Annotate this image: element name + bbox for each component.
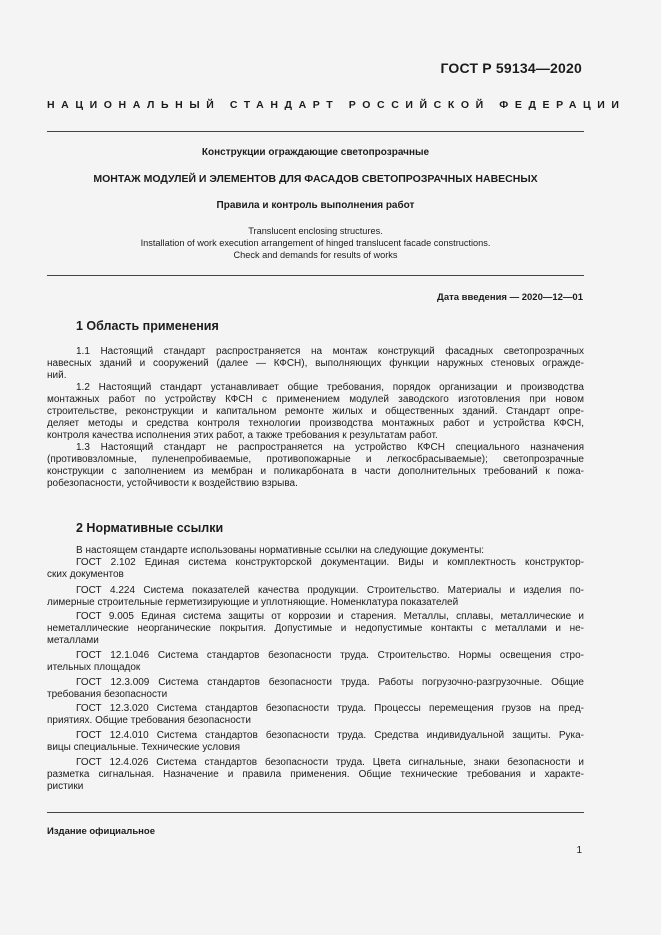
title-line-1: Конструкции ограждающие светопрозрачные bbox=[201, 147, 430, 158]
english-title-line: Check and demands for results of works bbox=[233, 250, 398, 260]
reference-line: ГОСТ 12.4.010 Система стандартов безопасности труда. Средства индивидуальной защиты. Рука- bbox=[76, 730, 584, 741]
text-line: ний. bbox=[47, 370, 67, 381]
title-line-3: Правила и контроль выполнения работ bbox=[216, 200, 415, 211]
reference-line: металлами bbox=[47, 635, 99, 646]
reference-line: ГОСТ 12.4.026 Система стандартов безопасности труда. Цвета сигнальные, знаки безопасности и bbox=[76, 757, 584, 768]
text-line: деляет методы и средства контроля технологии производства монтажных работ и устройства КФСН, bbox=[47, 418, 584, 429]
reference-line: разметка сигнальная. Назначение и правила применения. Общие технические требования и характе- bbox=[47, 769, 584, 780]
text-line: В настоящем стандарте использованы нормативные ссылки на следующие документы: bbox=[76, 545, 485, 556]
text-line: строительстве, реконструкции и капитальном ремонте жилых и общественных зданий. Стандарт опре- bbox=[47, 406, 584, 417]
text-line: 1.2 Настоящий стандарт устанавливает общие требования, порядок организации и производства bbox=[76, 382, 584, 393]
reference-line: ГОСТ 2.102 Единая система конструкторской документации. Виды и комплектность конструктор- bbox=[76, 557, 584, 568]
english-title-line: Translucent enclosing structures. bbox=[248, 226, 383, 236]
page-number: 1 bbox=[576, 845, 582, 856]
title-line-2: МОНТАЖ МОДУЛЕЙ И ЭЛЕМЕНТОВ ДЛЯ ФАСАДОВ СВЕТОПРОЗРАЧНЫХ НАВЕСНЫХ bbox=[93, 173, 538, 185]
reference-line: ристики bbox=[47, 781, 84, 792]
text-line: навесных зданий и сооружений (далее — КФСН), выполняющих функции наружных стеновых огражде- bbox=[47, 358, 584, 369]
text-line: монтажных работ по устройству КФСН с применением модулей заводского изготовления при новом bbox=[47, 394, 584, 405]
reference-line: требования безопасности bbox=[47, 689, 168, 700]
title-divider bbox=[47, 275, 584, 276]
reference-line: неметаллические неорганические покрытия. Допустимые и недопустимые контакты с металлами и не- bbox=[47, 623, 584, 634]
reference-line: ГОСТ 12.3.020 Система стандартов безопасности труда. Процессы перемещения грузов на пред- bbox=[76, 703, 584, 714]
text-line: конструкции с заполнением из мембран и поликарбоната в части дополнительных требований к пожа- bbox=[47, 466, 584, 477]
text-line: 1.1 Настоящий стандарт распространяется на монтаж конструкций фасадных светопрозрачных bbox=[76, 346, 584, 357]
english-title-line: Installation of work execution arrangement of hinged translucent facade constructions. bbox=[140, 238, 491, 248]
section-2-heading: 2 Нормативные ссылки bbox=[76, 521, 224, 535]
section-1-heading: 1 Область применения bbox=[76, 319, 219, 333]
reference-line: приятиях. Общие требования безопасности bbox=[47, 715, 251, 726]
reference-line: ских документов bbox=[47, 569, 124, 580]
official-edition-note: Издание официальное bbox=[47, 826, 155, 837]
reference-line: вицы специальные. Технические условия bbox=[47, 742, 241, 753]
reference-line: ГОСТ 12.1.046 Система стандартов безопасности труда. Строительство. Нормы освещения стро- bbox=[76, 650, 584, 661]
document-number: ГОСТ Р 59134—2020 bbox=[440, 60, 582, 76]
header-divider bbox=[47, 131, 584, 132]
text-line: (противовзломные, пуленепробиваемые, противопожарные и легкосбрасываемые); светопрозрачные bbox=[47, 454, 584, 465]
footer-divider bbox=[47, 812, 584, 813]
reference-line: ГОСТ 4.224 Система показателей качества продукции. Строительство. Материалы и изделия по- bbox=[76, 585, 584, 596]
introduction-date: Дата введения — 2020—12—01 bbox=[437, 292, 583, 303]
text-line: контроля качества исполнения этих работ, а также требования к результатам работ. bbox=[47, 430, 438, 441]
reference-line: ГОСТ 12.3.009 Система стандартов безопасности труда. Работы погрузочно-разгрузочные. Общие bbox=[76, 677, 584, 688]
text-line: 1.3 Настоящий стандарт не распространяется на устройство КФСН специального назначения bbox=[76, 442, 584, 453]
national-standard-banner: НАЦИОНАЛЬНЫЙ СТАНДАРТ РОССИЙСКОЙ ФЕДЕРАЦИИ bbox=[47, 99, 626, 111]
text-line: робезопасности, устойчивости к воздействию взрыва. bbox=[47, 478, 298, 489]
reference-line: ГОСТ 9.005 Единая система защиты от коррозии и старения. Металлы, сплавы, металлические и bbox=[76, 611, 584, 622]
reference-line: ительных площадок bbox=[47, 662, 141, 673]
reference-line: лимерные строительные герметизирующие и уплотняющие. Номенклатура показателей bbox=[47, 597, 459, 608]
